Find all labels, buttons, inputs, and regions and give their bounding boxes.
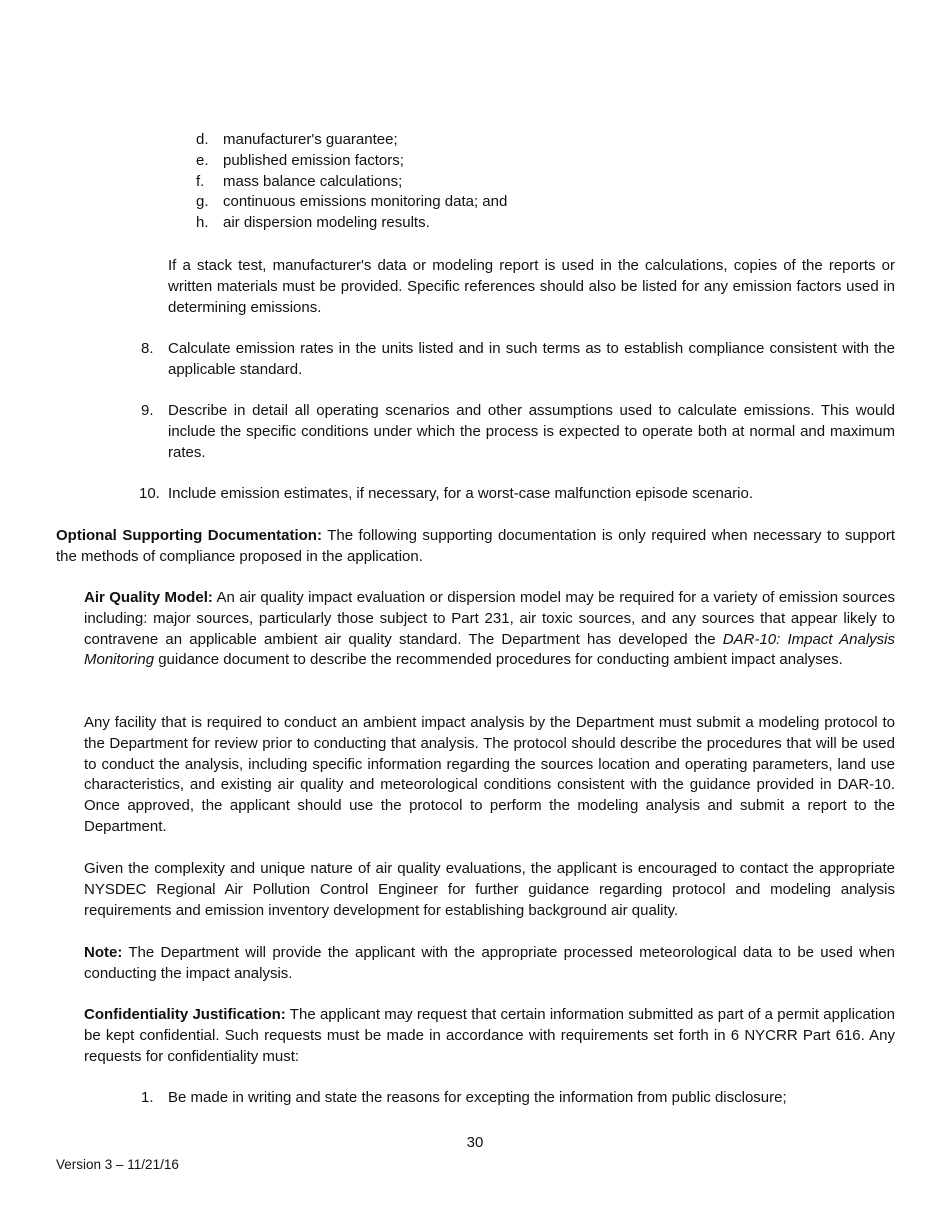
paragraph-text: An air quality impact evaluation or dispersion model may be required for a variety of emission sources including: major sources, particularly those subject to Part 231, air toxic sources, and any sources that appear likely to contravene an applicable ambient air quality standard. The Department has developed the [84,589,896,648]
lettered-list [196,130,896,234]
version-label: Version 3 – 11/21/16 [56,1157,179,1172]
list-item-text: mass balance calculations; [223,172,403,190]
stack-test-paragraph: If a stack test, manufacturer's data or modeling report is used in the calculations, copies of the reports or written materials must be provided. Specific references should also be listed for any emission factors used in determining emissions. [168,257,895,316]
list-item-text: manufacturer's guarantee; [223,131,398,148]
confidentiality-paragraph [84,1005,895,1067]
list-marker: f. [196,172,205,190]
paragraph-text: The following supporting documentation is only required when necessary to support the methods of compliance proposed in the application. [56,527,895,565]
list-item [196,130,896,151]
list-marker: 1. [141,1089,154,1106]
list-item-text: Be made in writing and state the reasons for excepting the information from public disclosure; [168,1089,787,1106]
list-marker: g. [196,193,209,211]
optional-docs-paragraph [56,526,895,568]
paragraph-text: The Department will provide the applicant with the appropriate processed meteorological data to be used when conducting the impact analysis. [84,944,895,982]
list-item [196,151,896,172]
section-heading: Air Quality Model: [84,589,213,606]
note-paragraph [84,943,895,985]
page-number: 30 [466,1134,484,1151]
list-item-text: Describe in detail all operating scenarios and other assumptions used to calculate emissions. This would include the specific conditions under which the process is expected to operate both at normal and maximum rates. [168,402,895,461]
complexity-paragraph: Given the complexity and unique nature of air quality evaluations, the applicant is encouraged to contact the appropriate NYSDEC Regional Air Pollution Control Engineer for further guidance regarding protocol and modeling analysis requirements and emission inventory development for establishing background air quality. [84,860,895,919]
list-item [196,192,896,213]
list-marker: 8. [141,340,154,357]
list-item-text: Include emission estimates, if necessary, for a worst-case malfunction episode scenario. [168,485,753,502]
facility-paragraph: Any facility that is required to conduct an ambient impact analysis by the Department must submit a modeling protocol to the Department for review prior to conducting that analysis. The protocol should describe the procedures that will be used to conduct the analysis, including specific information regarding the sources location and operating parameters, land use characteristics, and existing air quality and meteorological conditions consistent with the guidance provided in DAR-10. Once approved, the applicant should use the protocol to perform the modeling analysis and submit a report to the Department. [84,714,895,835]
list-marker: e. [196,151,209,169]
section-heading: Optional Supporting Documentation: [56,527,322,544]
list-item-text: Calculate emission rates in the units listed and in such terms as to establish compliance consistent with the applicable standard. [168,340,895,378]
list-item [196,172,896,193]
list-item [196,213,896,234]
list-item-text: air dispersion modeling results. [223,214,430,232]
paragraph-text: The applicant may request that certain information submitted as part of a permit application be kept confidential. Such requests must be made in accordance with requirements set forth in 6 NYCRR Part 616. Any requests for confidentiality must: [84,1006,895,1065]
list-item-text: continuous emissions monitoring data; and [223,193,508,211]
paragraph-text: guidance document to describe the recommended procedures for conducting ambient impact analyses. [154,651,843,669]
list-marker: d. [196,131,209,148]
air-quality-model-paragraph [84,588,895,671]
list-item-text: published emission factors; [223,151,404,169]
list-marker: 9. [141,402,154,419]
section-heading: Confidentiality Justification: [84,1006,286,1023]
document-title: DAR-10: Impact Analysis Monitoring [84,630,895,669]
list-marker: h. [196,214,209,232]
list-marker: 10. [139,485,160,502]
section-heading: Note: [84,944,123,961]
